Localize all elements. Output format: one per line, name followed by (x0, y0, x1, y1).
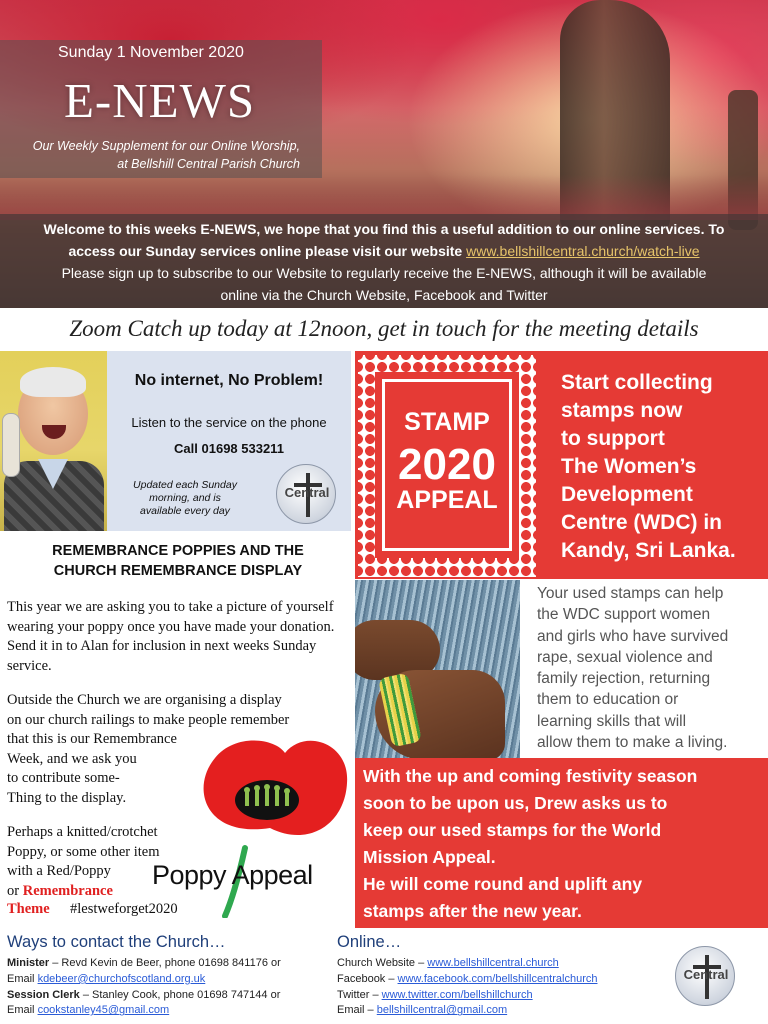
contact-heading: Ways to contact the Church… (7, 933, 226, 951)
newsletter-subtitle: Our Weekly Supplement for our Online Worship, at Bellshill Central Parish Church (32, 139, 300, 171)
remembrance-paragraph-1: This year we are asking you to take a picture of yourself wearing your poppy once you have made your donation. Send it in to Alan for inclusion in next weeks Sunday service. (7, 599, 335, 674)
contact-details: Minister – Revd Kevin de Beer, phone 01698 841176 or Email kdebeer@churchofscotland.org.uk Session Clerk – Stanley Cook, phone 01698 747144 or Email cookstanley45@gmail.com (7, 956, 337, 1019)
clerk-line: Session Clerk – Stanley Cook, phone 01698 747144 or (7, 988, 281, 1001)
twitter-link[interactable]: www.twitter.com/bellshillchurch (381, 988, 533, 1001)
issue-date: Sunday 1 November 2020 (58, 44, 244, 61)
online-heading: Online… (337, 933, 402, 951)
phone-box-updated: Updated each Sunday morning, and is available every day (133, 479, 237, 517)
zoom-announcement: Zoom Catch up today at 12noon, get in touch for the meeting details (69, 316, 699, 341)
man-on-phone-photo (0, 351, 107, 531)
online-links: Church Website – www.bellshillcentral.church Facebook – www.facebook.com/bellshillcentralchurch Twitter – www.twitter.com/bellshillchurch Email – bellshillcentral@gmail.com (337, 957, 598, 1017)
church-email-link[interactable]: bellshillcentral@gmail.com (376, 1004, 508, 1017)
remembrance-paragraph-2: Outside the Church we are organising a display on our church railings to make people remember that this is our Remembrance Week, and we ask you to contribute some- Thing to the display. (7, 692, 290, 806)
header-banner (0, 0, 768, 308)
welcome-text-1: Welcome to this weeks E-NEWS, we hope that you find this a useful addition to our online services. To (43, 221, 725, 237)
telephone-receiver-icon (2, 413, 20, 477)
phone-box-heading: No internet, No Problem! (134, 372, 324, 389)
remembrance-theme-label: Theme (7, 901, 50, 917)
central-church-logo-footer: Central (675, 946, 735, 1006)
subscribe-text-1: Please sign up to subscribe to our Website to regularly receive the E-NEWS, although it will be available (61, 265, 707, 281)
central-church-logo: Central (276, 464, 336, 524)
remembrance-paragraph-3: Perhaps a knitted/crotchet Poppy, or some other item with a Red/Poppy or Remembrance (7, 824, 160, 899)
website-link[interactable]: www.bellshillcentral.church (427, 957, 559, 969)
stamp-word: STAMP (404, 408, 490, 436)
used-stamps-text: Your used stamps can help the WDC support women and girls who have survived rape, sexual violence and family rejection, returning them to education or learning skills that will allow them to make a living. (537, 585, 729, 752)
poppy-appeal-logo-text: Poppy Appeal (152, 860, 313, 890)
festive-text: With the up and coming festivity season soon to be upon us, Drew asks us to keep our used stamps for the World Mission Appeal. He will come round and uplift any stamps after the new year. (363, 766, 698, 921)
minister-email-link[interactable]: kdebeer@churchofscotland.org.uk (37, 972, 206, 985)
welcome-text-2: access our Sunday services online please visit our website www.bellshillcentral.church/watch-live (68, 243, 700, 259)
clerk-email-link[interactable]: cookstanley45@gmail.com (37, 1004, 170, 1017)
remembrance-heading: REMEMBRANCE POPPIES AND THE CHURCH REMEMBRANCE DISPLAY (52, 543, 304, 579)
phone-number: Call 01698 533211 (174, 441, 284, 456)
minister-line: Minister – Revd Kevin de Beer, phone 01698 841176 or (7, 957, 281, 969)
stamp-headline: Start collecting stamps now to support The Women’s Development Centre (WDC) in Kandy, Sri Lanka. (561, 371, 736, 562)
weaving-hands-photo (355, 580, 520, 758)
facebook-link[interactable]: www.facebook.com/bellshillcentralchurch (397, 972, 598, 985)
stamp-appeal-word: APPEAL (396, 486, 498, 514)
welcome-band (0, 214, 768, 308)
stamp-year: 2020 (398, 440, 496, 489)
watch-live-link[interactable]: www.bellshillcentral.church/watch-live (466, 243, 700, 259)
subscribe-text-2: online via the Church Website, Facebook and Twitter (220, 287, 548, 303)
hashtag: #lestweforget2020 (70, 901, 178, 917)
phone-box-listen: Listen to the service on the phone (131, 415, 327, 430)
newsletter-title: E-NEWS (64, 73, 256, 128)
